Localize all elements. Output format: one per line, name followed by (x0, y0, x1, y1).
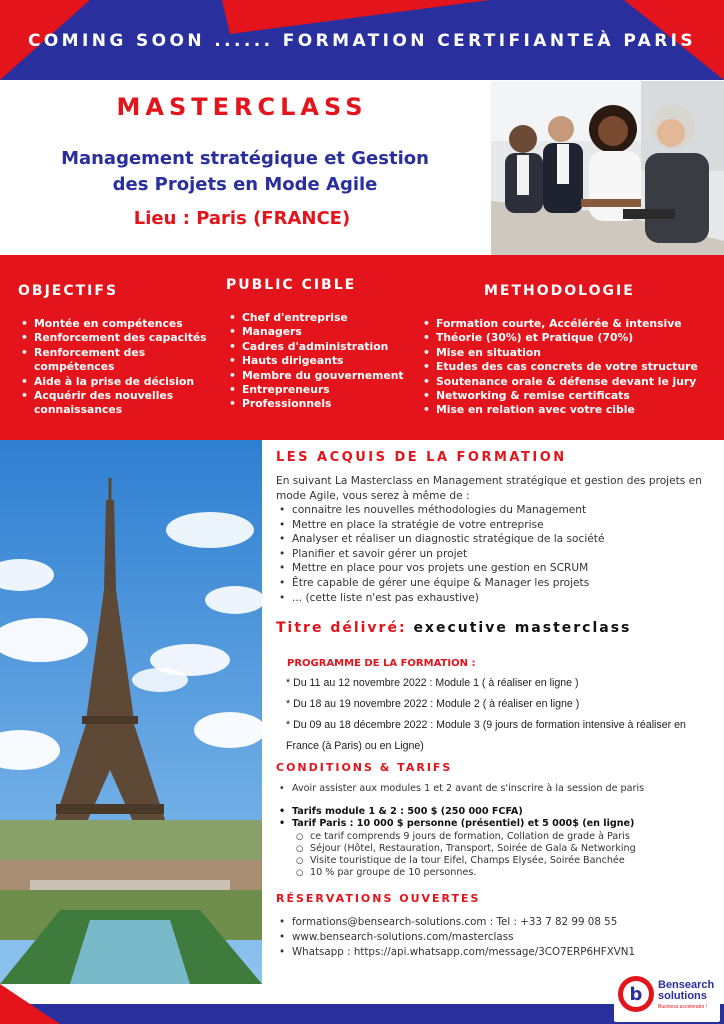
conditions-title: CONDITIONS & TARIFS (276, 761, 453, 774)
svg-text:b: b (629, 984, 643, 1005)
programme-title: PROGRAMME DE LA FORMATION : (287, 658, 476, 669)
methodologie-list (420, 317, 720, 418)
list-item: • Cadres d'administration (226, 340, 416, 354)
list-item: • Hauts dirigeants (226, 354, 416, 368)
eiffel-tower-illustration (0, 440, 262, 984)
banner-text: COMING SOON ...... FORMATION CERTIFIANTEÀ PARIS (27, 31, 697, 51)
reservations-list (276, 915, 696, 960)
list-item: • connaitre les nouvelles méthodologies du Management (276, 503, 716, 518)
list-item: • Tarif Paris : 10 000 $ personne (présentiel) et 5 000$ (en ligne) (276, 818, 716, 830)
course-subtitle (0, 146, 490, 198)
objectives-band (0, 255, 724, 440)
logo-tagline: Business accelerator ! (658, 1004, 708, 1010)
list-item: • Mettre en place pour vos projets une gestion en SCRUM (276, 561, 716, 576)
logo-name (658, 980, 714, 1002)
list-item: * Du 09 au 18 décembre 2022 : Module 3 (9 jours de formation intensive à réaliser en France (à Paris) ou en Ligne) (286, 719, 686, 752)
list-item: • Entrepreneurs (226, 383, 416, 397)
list-item: • Mettre en place la stratégie de votre entreprise (276, 518, 716, 533)
list-item: • Tarifs module 1 & 2 : 500 $ (250 000 FCFA) (276, 806, 716, 818)
list-item: ○ Séjour (Hôtel, Restauration, Transport, Soirée de Gala & Networking (276, 843, 716, 855)
acquis-intro: En suivant La Masterclass en Management stratégique et gestion des projets en mode Agile, vous serez à même de : (276, 475, 702, 502)
acquis-title: LES ACQUIS DE LA FORMATION (276, 450, 567, 465)
list-item: • Acquérir des nouvelles connaissances (18, 389, 218, 418)
programme-list (286, 673, 706, 757)
location-text: Lieu : Paris (FRANCE) (133, 208, 351, 229)
list-item: ○ Visite touristique de la tour Eifel, Champs Elysée, Soirée Banchée (276, 855, 716, 867)
meeting-photo (491, 81, 724, 255)
subtitle-line: Management stratégique et Gestion (61, 148, 429, 169)
company-logo (614, 966, 720, 1022)
list-item: • Etudes des cas concrets de votre structure (420, 360, 720, 374)
top-banner (0, 0, 724, 80)
list-item: • Membre du gouvernement (226, 369, 416, 383)
list-item: • ... (cette liste n'est pas exhaustive) (276, 591, 716, 606)
contact-email-phone[interactable]: • formations@bensearch-solutions.com : Tel : +33 7 82 99 08 55 (276, 915, 696, 930)
methodologie-title: METHODOLOGIE (484, 283, 635, 299)
list-item: • Être capable de gérer une équipe & Manager les projets (276, 576, 716, 591)
logo-name-line: solutions (658, 990, 707, 1002)
contact-website-link[interactable]: • www.bensearch-solutions.com/masterclass (276, 930, 696, 945)
titre-delivre (276, 620, 631, 636)
list-item: • Planifier et savoir gérer un projet (276, 547, 716, 562)
list-item: ○ ce tarif comprends 9 jours de formation, Collation de grade à Paris (276, 831, 716, 843)
list-item: • Avoir assister aux modules 1 et 2 avant de s'inscrire à la session de paris (276, 782, 716, 797)
page-title: MASTERCLASS (116, 93, 368, 121)
conditions-sublist (276, 831, 716, 879)
acquis-list (276, 503, 716, 605)
list-item: * Du 11 au 12 novembre 2022 : Module 1 ( à réaliser en ligne ) (286, 677, 579, 689)
list-item: • Renforcement des compétences (18, 346, 218, 375)
contact-whatsapp-link[interactable]: • Whatsapp : https://api.whatsapp.com/message/3CO7ERP6HFXVN1 (276, 945, 696, 960)
list-item: • Renforcement des capacités (18, 331, 218, 345)
eiffel-tower-photo (0, 440, 262, 984)
list-item: • Formation courte, Accélérée & intensive (420, 317, 720, 331)
logo-name-line: Bensearch (658, 979, 715, 991)
objectifs-title: OBJECTIFS (18, 283, 119, 299)
list-item: ○ 10 % par groupe de 10 personnes. (276, 867, 716, 879)
list-item: • Théorie (30%) et Pratique (70%) (420, 331, 720, 345)
meeting-photo-illustration (491, 81, 724, 255)
list-item: • Mise en relation avec votre cible (420, 403, 720, 417)
list-item: • Managers (226, 325, 416, 339)
titre-value: executive masterclass (413, 620, 632, 636)
list-item: • Networking & remise certificats (420, 389, 720, 403)
public-cible-title: PUBLIC CIBLE (226, 277, 357, 293)
list-item: * Du 18 au 19 novembre 2022 : Module 2 ( à réaliser en ligne ) (286, 698, 580, 710)
list-item: • Mise en situation (420, 346, 720, 360)
list-item: • Chef d'entreprise (226, 311, 416, 325)
list-item: • Soutenance orale & défense devant le jury (420, 375, 720, 389)
public-cible-list (226, 311, 416, 412)
list-item: • Montée en compétences (18, 317, 218, 331)
conditions-list-2 (276, 806, 716, 830)
list-item: • Analyser et réaliser un diagnostic stratégique de la société (276, 532, 716, 547)
titre-label: Titre délivré: (276, 620, 407, 636)
bottom-decoration (0, 984, 60, 1024)
conditions-list-1 (276, 782, 716, 797)
list-item: • Aide à la prise de décision (18, 375, 218, 389)
subtitle-line: des Projets en Mode Agile (112, 174, 378, 195)
objectifs-list (18, 317, 218, 418)
banner-decoration-center (222, 0, 490, 34)
list-item: • Professionnels (226, 397, 416, 411)
reservations-title: RÉSERVATIONS OUVERTES (276, 892, 481, 905)
